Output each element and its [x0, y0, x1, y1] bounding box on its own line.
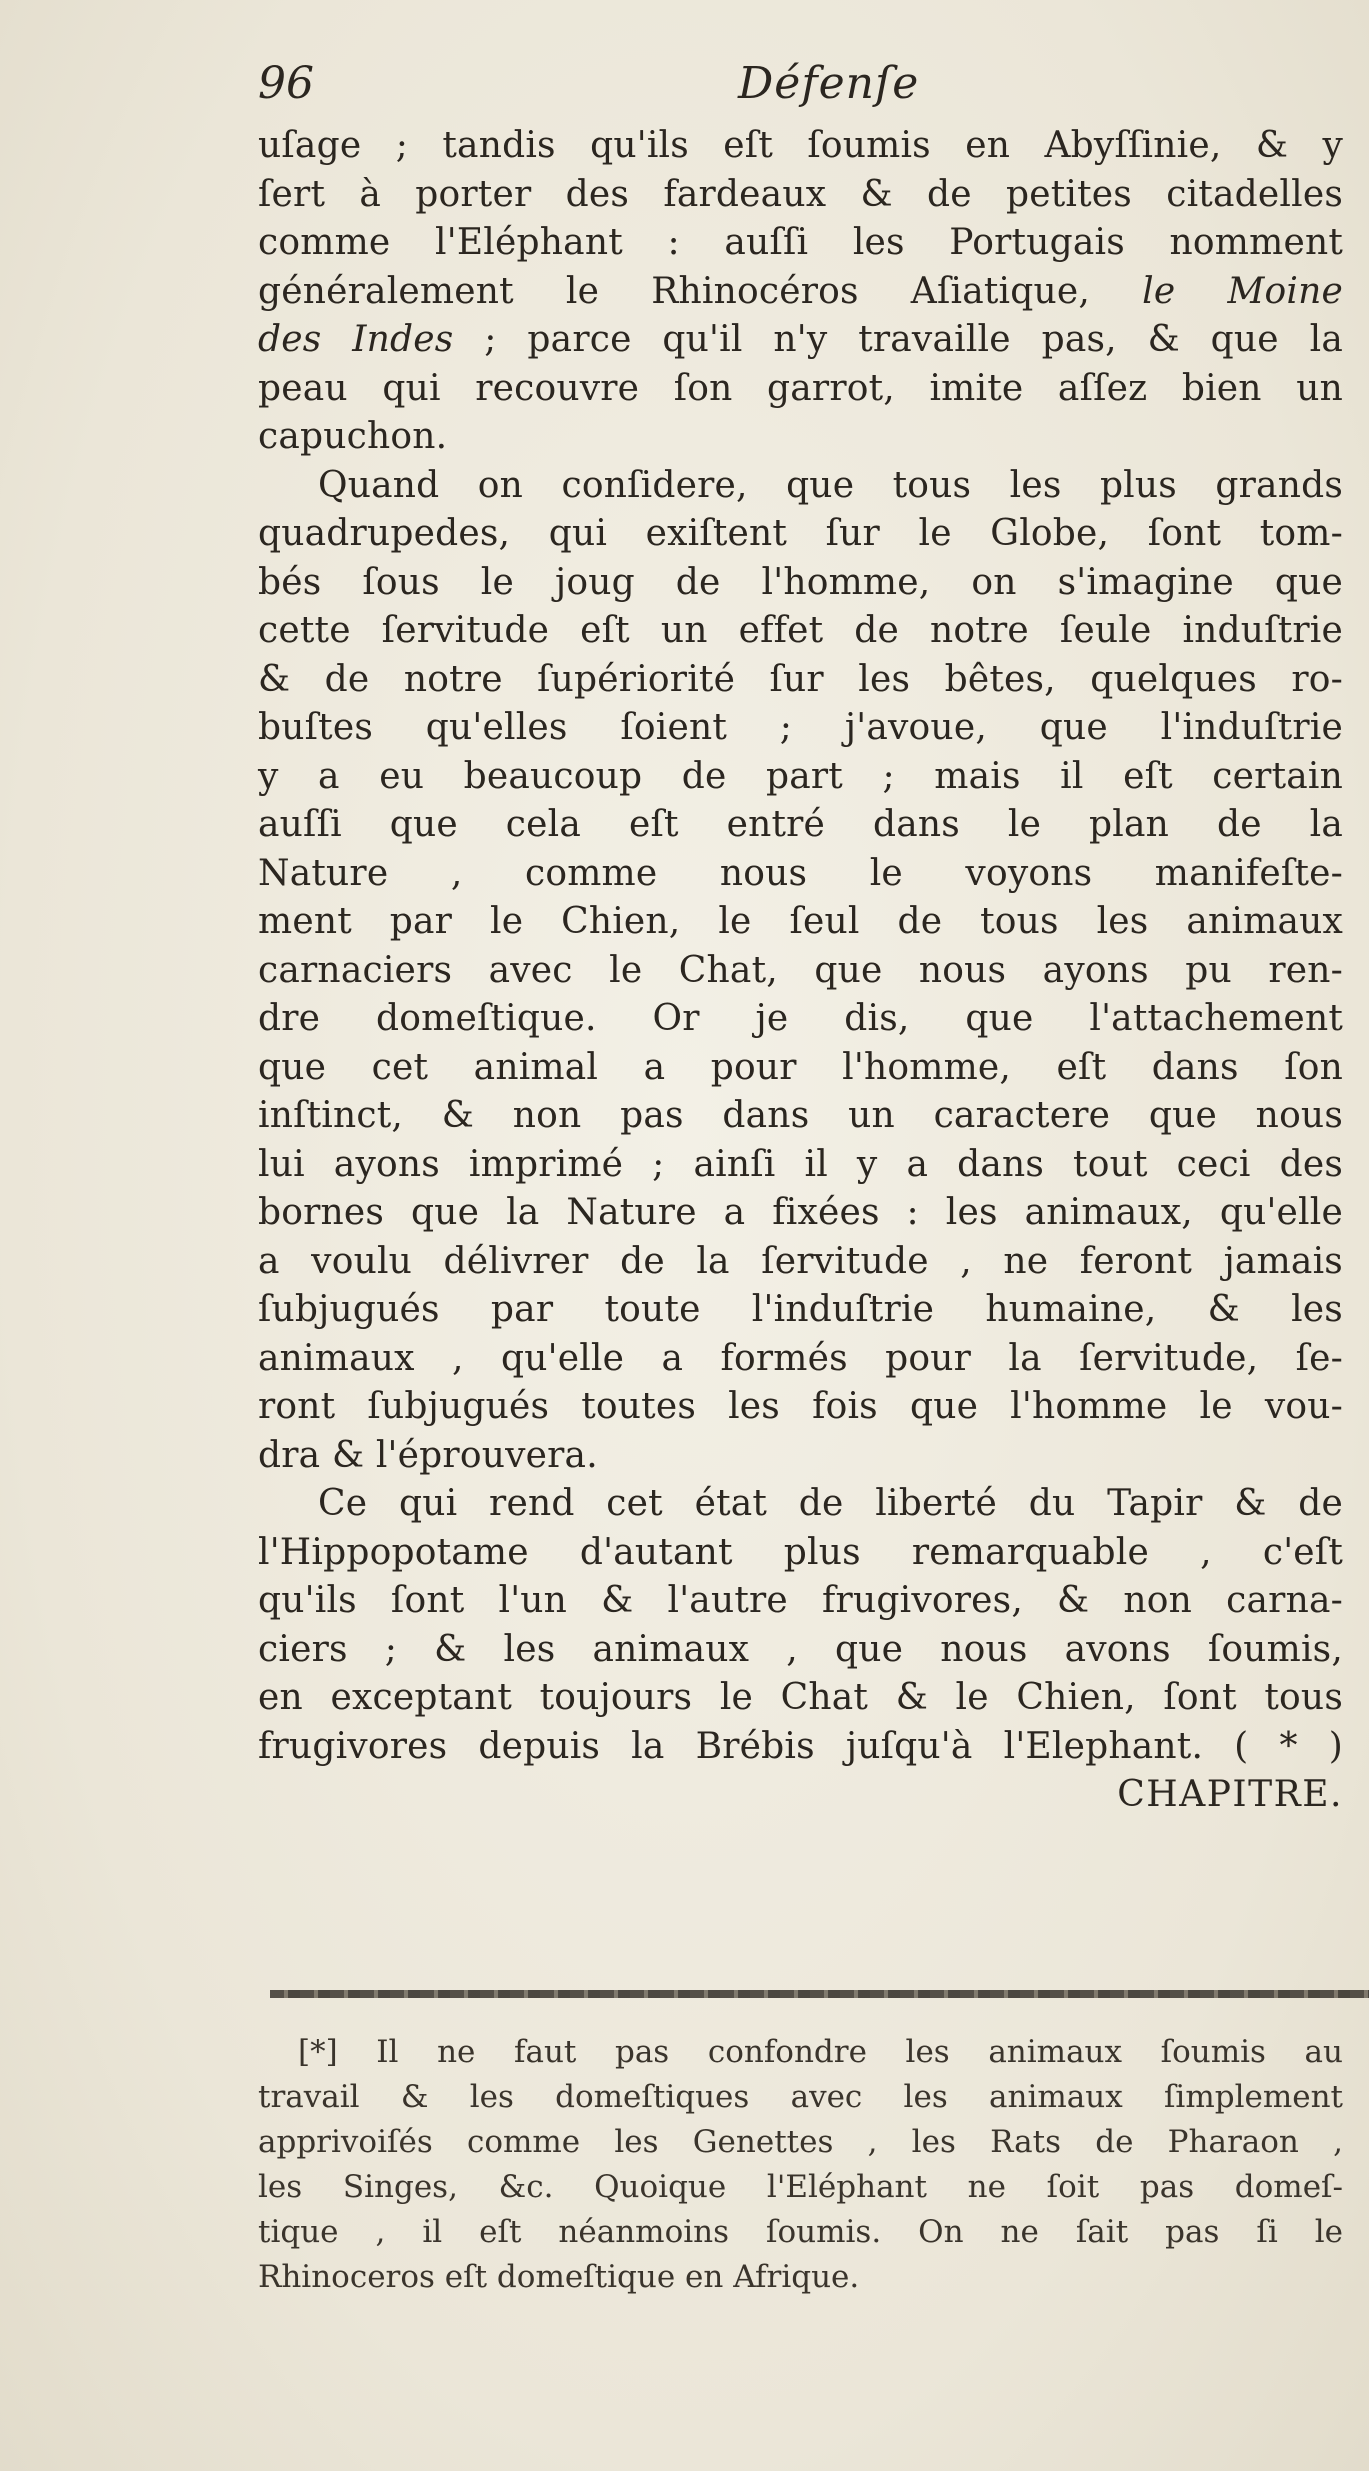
footnote-rule	[270, 1990, 1369, 1998]
paragraph-start-line: Quand on conſidere, que tous les plus grands	[318, 464, 1343, 506]
text-line: bés ſous le joug de l'homme, on s'imagine que	[258, 561, 1343, 603]
text-line	[258, 268, 1343, 317]
text-line: uſage ; tandis qu'ils eſt ſoumis en Abyſſinie, & y	[258, 125, 1343, 166]
text-line: ront ſubjugués toutes les fois que l'homme le vou-	[258, 1386, 1343, 1427]
text-fragment: ; parce qu'il n'y travaille pas, & que la	[484, 319, 1343, 360]
text-line: Nature , comme nous le voyons manifeſte-	[258, 852, 1343, 894]
text-line: dra & l'éprouvera.	[258, 1434, 598, 1476]
text-line: capuchon.	[258, 416, 448, 457]
text-line: cette ſervitude eſt un effet de notre ſeule induſtrie	[258, 610, 1343, 651]
text-line: buſtes qu'elles ſoient ; j'avoue, que l'induſtrie	[258, 707, 1343, 748]
text-line: ment par le Chien, le ſeul de tous les animaux	[258, 901, 1343, 942]
italic-phrase: le Moine	[1142, 270, 1344, 312]
page-number: 96	[258, 58, 314, 109]
text-line: animaux , qu'elle a formés pour la ſervitude, ſe-	[258, 1337, 1343, 1379]
text-line: lui ayons imprimé ; ainſi il y a dans tout ceci des	[258, 1143, 1343, 1185]
running-head: Défenſe	[738, 58, 920, 109]
footnote-line: [*] Il ne faut pas confondre les animaux ſoumis au	[298, 2034, 1343, 2070]
text-line: peau qui recouvre ſon garrot, imite aſſez bien un	[258, 367, 1343, 409]
footnote-line: tique , il eſt néanmoins ſoumis. On ne ſait pas ſi le	[258, 2214, 1343, 2250]
text-line: a voulu délivrer de la ſervitude , ne feront jamais	[258, 1240, 1343, 1282]
text-line: qu'ils ſont l'un & l'autre frugivores, & non carna-	[258, 1580, 1343, 1621]
text-line: que cet animal a pour l'homme, eſt dans ſon	[258, 1046, 1343, 1088]
text-line: dre domeſtique. Or je dis, que l'attachement	[258, 998, 1343, 1039]
text-line: frugivores depuis la Brébis juſqu'à l'Elephant. ( * )	[258, 1725, 1343, 1767]
text-line: & de notre ſupériorité ſur les bêtes, quelques ro-	[258, 658, 1343, 700]
text-line: l'Hippopotame d'autant plus remarquable , c'eſt	[258, 1531, 1343, 1573]
text-line: ciers ; & les animaux , que nous avons ſoumis,	[258, 1628, 1343, 1670]
footnote-line: apprivoiſés comme les Genettes , les Rats de Pharaon ,	[258, 2124, 1343, 2160]
text-fragment: généralement le Rhinocéros Aſiatique,	[258, 270, 1091, 312]
text-line: ſubjugués par toute l'induſtrie humaine, & les	[258, 1289, 1343, 1330]
footnote	[258, 2030, 1343, 2300]
page-header	[258, 58, 1058, 128]
main-text	[258, 122, 1343, 1820]
text-line: auſſi que cela eſt entré dans le plan de la	[258, 804, 1343, 845]
catchword: CHAPITRE.	[1117, 1774, 1343, 1815]
italic-phrase: des Indes	[258, 319, 454, 360]
footnote-line: Rhinoceros eſt domeſtique en Afrique.	[258, 2259, 860, 2295]
text-line	[258, 316, 1343, 365]
text-line: bornes que la Nature a fixées : les animaux, qu'elle	[258, 1192, 1343, 1233]
footnote-line: travail & les domeſtiques avec les animaux ſimplement	[258, 2079, 1343, 2115]
text-line: en exceptant toujours le Chat & le Chien, ſont tous	[258, 1677, 1343, 1718]
text-line: carnaciers avec le Chat, que nous ayons pu ren-	[258, 949, 1343, 991]
text-line: comme l'Eléphant : auſſi les Portugais nomment	[258, 222, 1343, 263]
paragraph-start-line: Ce qui rend cet état de liberté du Tapir & de	[318, 1483, 1343, 1524]
text-line: inſtinct, & non pas dans un caractere que nous	[258, 1095, 1343, 1136]
text-line: quadrupedes, qui exiſtent ſur le Globe, ſont tom-	[258, 513, 1343, 554]
footnote-line: les Singes, &c. Quoique l'Eléphant ne ſoit pas domeſ-	[258, 2169, 1343, 2205]
text-line: ſert à porter des fardeaux & de petites citadelles	[258, 173, 1343, 215]
text-line: y a eu beaucoup de part ; mais il eſt certain	[258, 755, 1343, 797]
